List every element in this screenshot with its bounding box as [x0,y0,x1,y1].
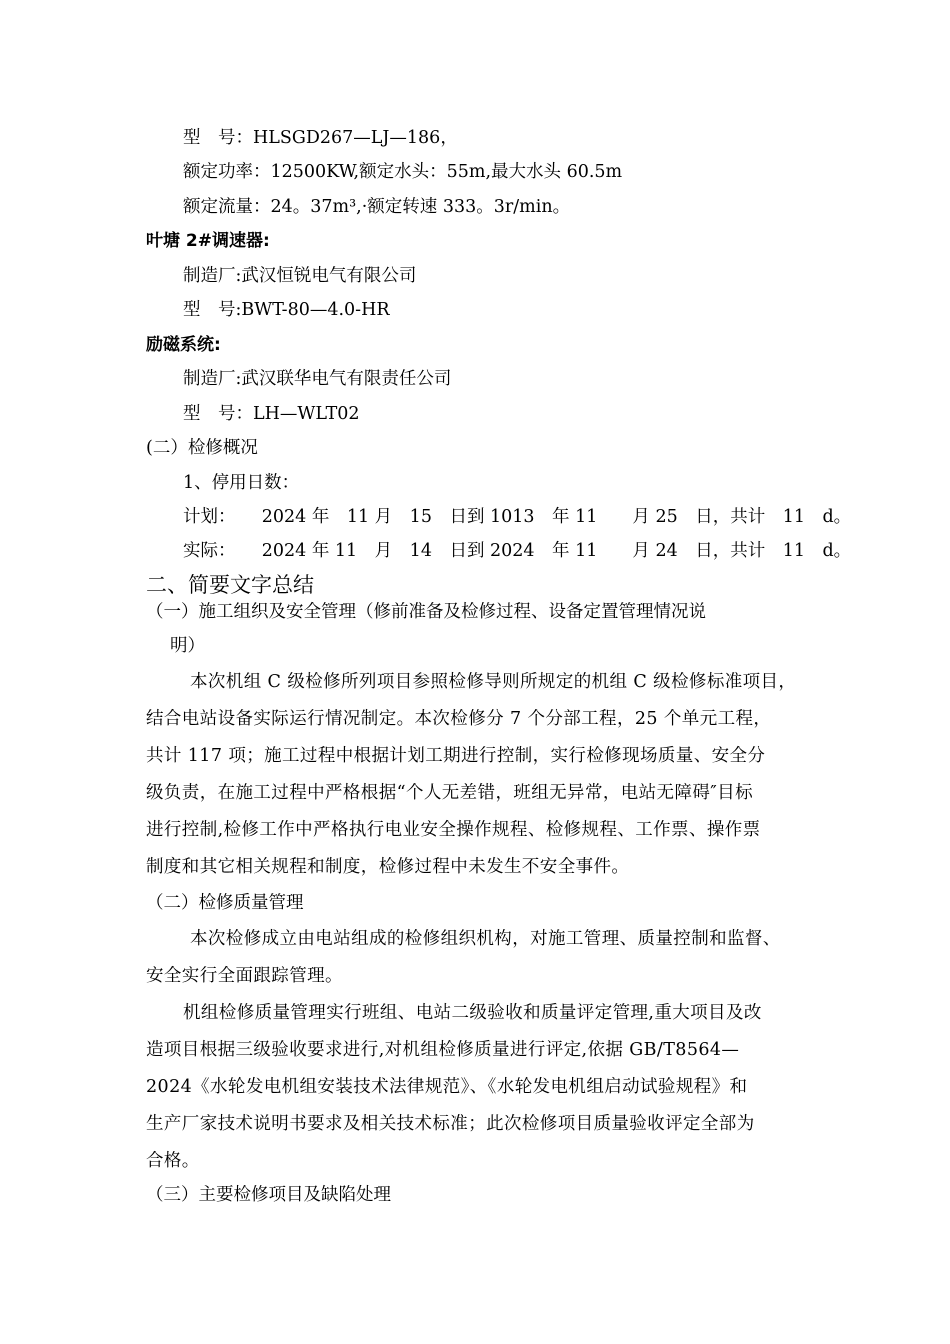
paragraph-line: 2024《水轮发电机组安装技术法律规范》、《水轮发电机组启动试验规程》和 [146,1077,748,1097]
paragraph-line: 合格。 [146,1151,200,1171]
governor-heading: 叶塘 2#调速器: [146,231,270,251]
excitation-heading: 励磁系统: [146,335,221,355]
overview-actual: 实际： 2024 年 11 月 14 日到 2024 年 11 月 24 日，共计 11 d。 [183,541,852,561]
paragraph-line: 进行控制,检修工作中严格执行电业安全操作规程、检修规程、工作票、操作票 [146,820,761,840]
paragraph-line: 共计 117 项；施工过程中根据计划工期进行控制，实行检修现场质量、安全分 [146,746,766,766]
governor-maker: 制造厂:武汉恒锐电气有限公司 [183,266,417,286]
excitation-maker: 制造厂:武汉联华电气有限责任公司 [183,369,452,389]
overview-days-label: 1、停用日数： [183,473,300,493]
paragraph-line: 安全实行全面跟踪管理。 [146,966,343,986]
paragraph-line: 级负责，在施工过程中严格根据“个人无差错，班组无异常，电站无障碍″目标 [146,783,753,803]
overview-heading: (二）检修概况 [146,438,258,458]
excitation-model: 型 号：LH—WLT02 [183,404,360,424]
turbine-power-head: 额定功率：12500KW,额定水头：55m,最大水头 60.5m [183,162,623,182]
turbine-model: 型 号：HLSGD267—LJ—186， [183,128,458,148]
governor-model: 型 号:BWT-80—4.0-HR [183,300,390,320]
overview-plan: 计划： 2024 年 11 月 15 日到 1013 年 11 月 25 日，共计 11 d。 [183,507,852,527]
summary-sub2: （二）检修质量管理 [146,893,304,913]
paragraph-line: 结合电站设备实际运行情况制定。本次检修分 7 个分部工程，25 个单元工程， [146,709,772,729]
summary-sub3: （三）主要检修项目及缺陷处理 [146,1185,391,1205]
paragraph-line: 制度和其它相关规程和制度，检修过程中未发生不安全事件。 [146,857,630,877]
turbine-flow-speed: 额定流量：24。37m³,·额定转速 333。3r/min。 [183,197,571,217]
paragraph-line: 生产厂家技术说明书要求及相关技术标准；此次检修项目质量验收评定全部为 [146,1114,755,1134]
paragraph-line: 本次机组 C 级检修所列项目参照检修导则所规定的机组 C 级检修标准项目， [190,672,797,692]
paragraph-line: 造项目根据三级验收要求进行,对机组检修质量进行评定,依据 GB/T8564— [146,1040,740,1060]
summary-sub1-line1: （一）施工组织及安全管理（修前准备及检修过程、设备定置管理情况说 [146,602,706,622]
summary-sub1-line2: 明） [170,636,205,656]
summary-heading: 二、简要文字总结 [146,573,314,597]
paragraph-line: 本次检修成立由电站组成的检修组织机构，对施工管理、质量控制和监督、 [190,929,781,949]
paragraph-line: 机组检修质量管理实行班组、电站二级验收和质量评定管理,重大项目及改 [183,1003,762,1023]
